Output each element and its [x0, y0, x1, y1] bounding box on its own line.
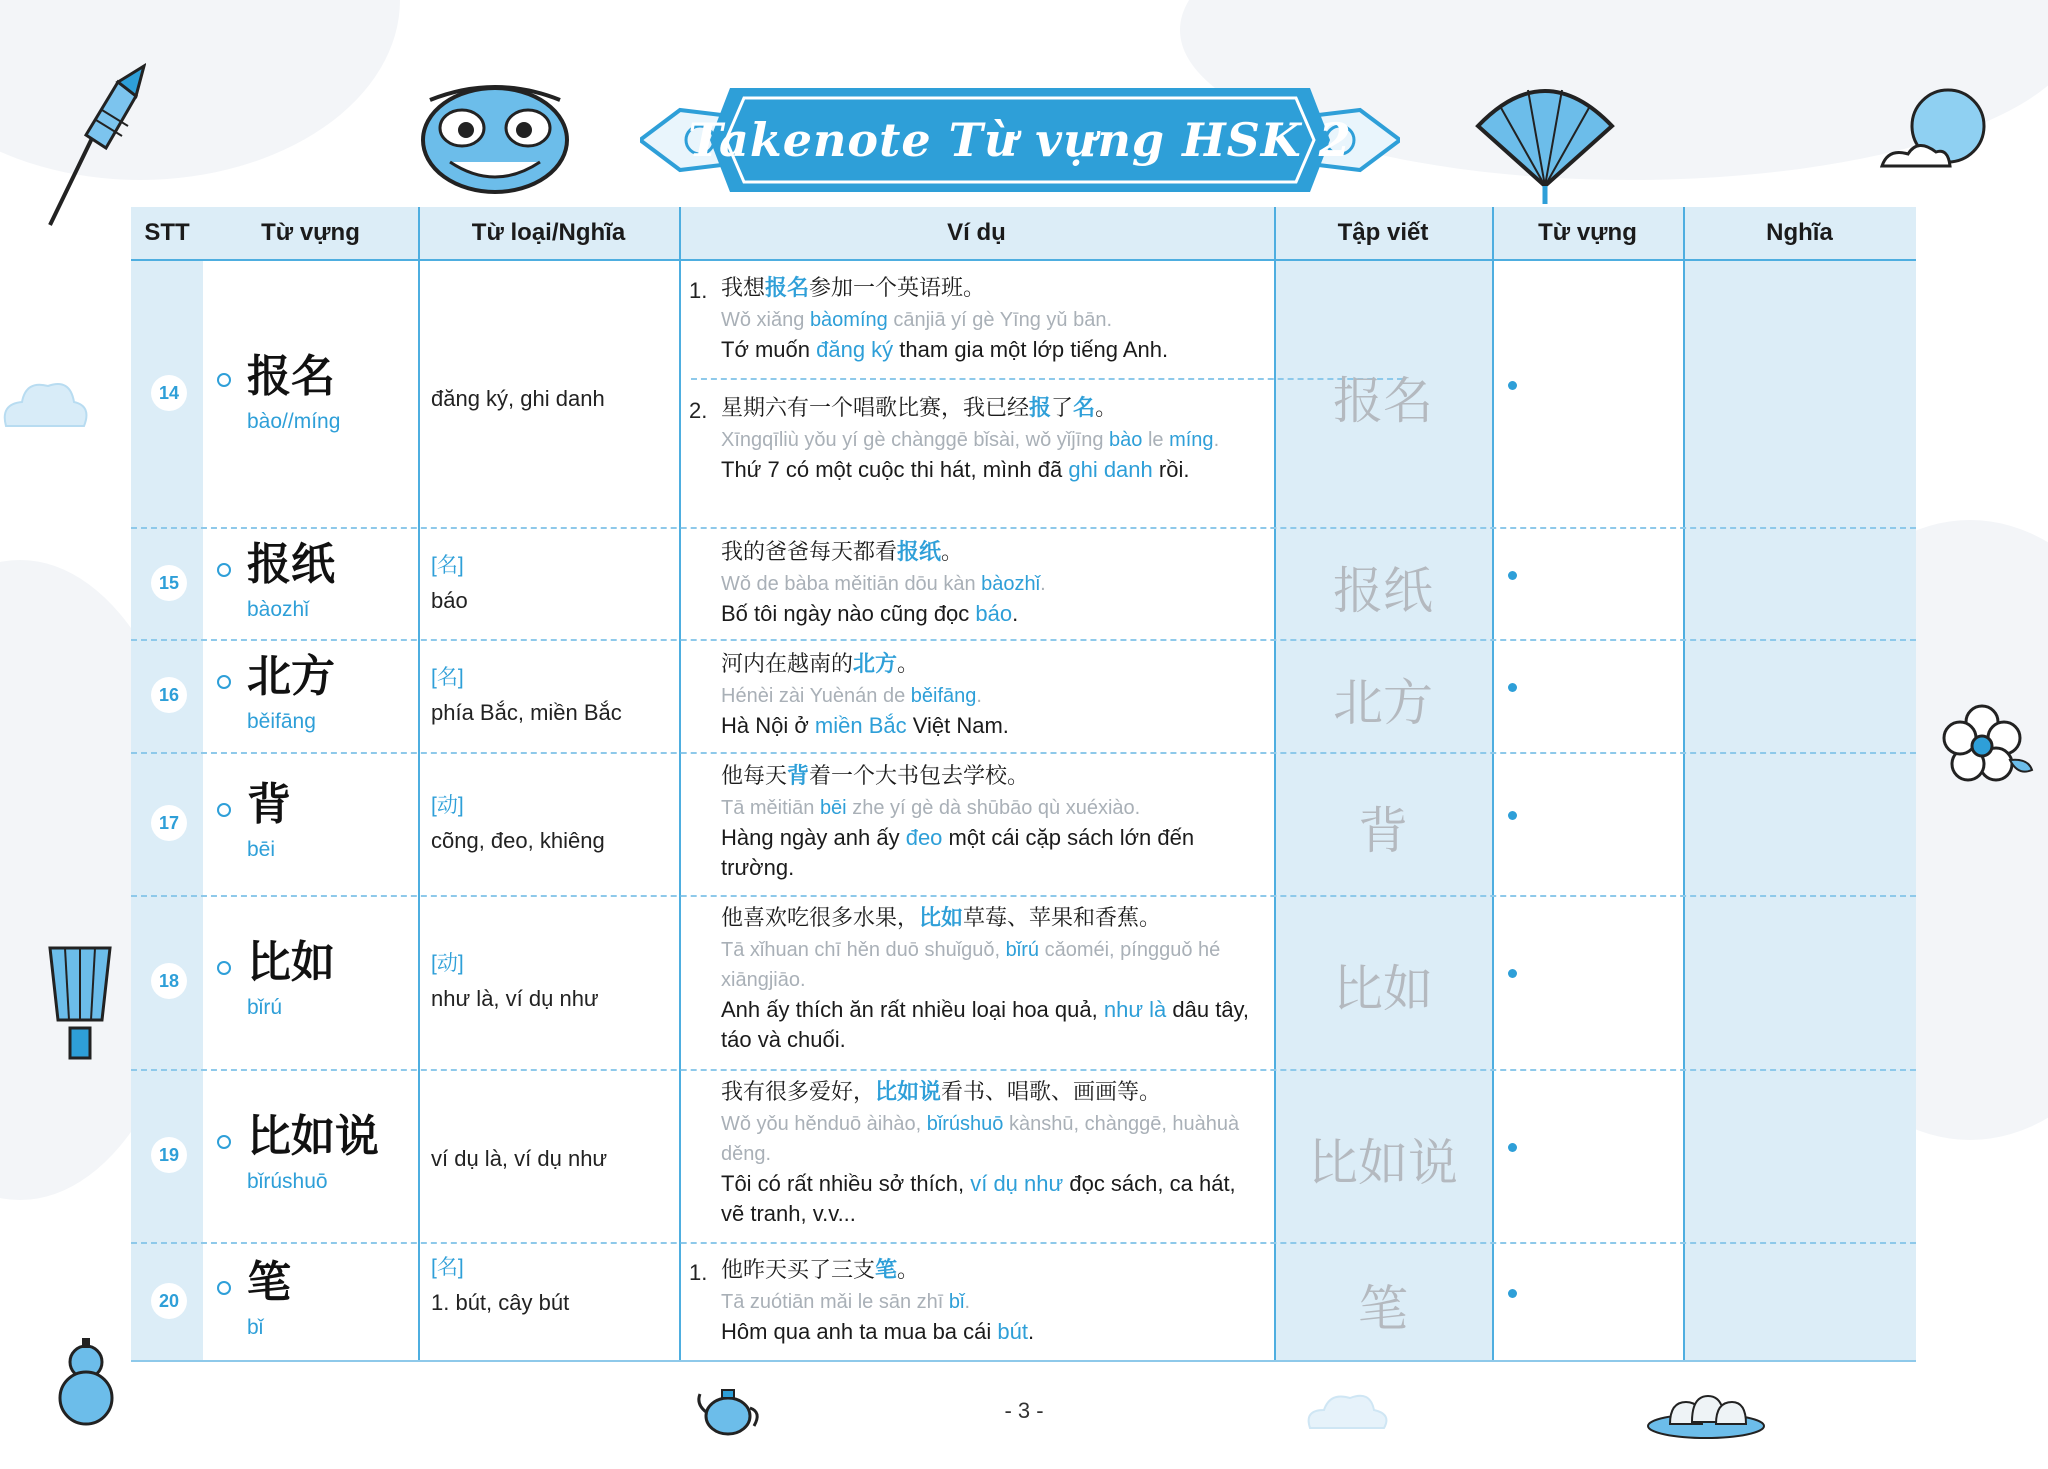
vocab-word: 报纸 — [247, 539, 335, 590]
example-block — [721, 903, 1261, 1055]
header-practice: Tập viết — [1337, 219, 1429, 246]
column-divider — [1683, 207, 1685, 1361]
example-block — [721, 273, 1401, 365]
example-pinyin: Wǒ xiǎng bàomíng cānjiā yí gè Yīng yǔ bān. — [721, 309, 1113, 331]
example-pinyin: Hénèi zài Yuènán de běifāng. — [721, 685, 982, 707]
bullet-dot-icon — [1508, 381, 1517, 390]
example-block — [721, 1077, 1261, 1229]
bullet-icon — [217, 675, 231, 689]
example-chinese: 河内在越南的北方。 — [721, 652, 920, 677]
header-example: Ví dụ — [947, 219, 1006, 246]
example-number: 1. — [689, 1260, 708, 1285]
flower-icon — [1938, 700, 2034, 790]
row-divider — [131, 1069, 1916, 1071]
table-bottom — [131, 1360, 1916, 1362]
row-number: 15 — [151, 565, 187, 601]
bullet-icon — [217, 803, 231, 817]
row-number: 20 — [151, 1283, 187, 1319]
row-number: 19 — [151, 1137, 187, 1173]
bullet-dot-icon — [1508, 811, 1517, 820]
bullet-icon — [217, 961, 231, 975]
practice-trace-text: 报纸 — [1333, 562, 1433, 620]
example-pinyin: Tā měitiān bēi zhe yí gè dà shūbāo qù xuéxiào. — [721, 797, 1141, 819]
example-vietnamese: Anh ấy thích ăn rất nhiều loại hoa quả, như là dâu tây, táo và chuối. — [721, 997, 1250, 1052]
example-pinyin: Tā zuótiān mǎi le sān zhī bǐ. — [721, 1291, 971, 1313]
vocab-pinyin: bǐ — [247, 1316, 264, 1339]
practice-trace-text: 比如 — [1333, 960, 1433, 1018]
example-vietnamese: Hà Nội ở miền Bắc Việt Nam. — [721, 713, 1009, 738]
vocab-pinyin: bào//míng — [247, 410, 341, 433]
column-divider — [1492, 207, 1494, 1361]
header-vocabulary-2: Từ vựng — [1538, 219, 1637, 246]
practice-trace-text: 笔 — [1358, 1280, 1408, 1338]
row-number: 18 — [151, 963, 187, 999]
example-pinyin: Xīngqīliù yǒu yí gè chànggē bǐsài, wǒ yǐjīng bào le míng. — [721, 429, 1220, 451]
example-pinyin: Wǒ de bàba měitiān dōu kàn bàozhǐ. — [721, 573, 1046, 595]
bullet-dot-icon — [1508, 571, 1517, 580]
cloud-icon — [0, 370, 90, 440]
example-chinese: 我的爸爸每天都看报纸。 — [721, 540, 964, 565]
page-title: Takenote Từ vựng HSK 2 — [688, 113, 1352, 167]
column-divider — [679, 207, 681, 1361]
example-chinese: 星期六有一个唱歌比赛，我已经报了名。 — [721, 396, 1118, 421]
row-divider — [131, 1242, 1916, 1244]
lion-dance-head-icon — [410, 80, 580, 200]
example-vietnamese: Tớ muốn đăng ký tham gia một lớp tiếng Anh. — [721, 337, 1169, 362]
vocab-word: 报名 — [247, 351, 335, 402]
example-pinyin: Tā xǐhuan chī hěn duō shuǐguǒ, bǐrú cǎoméi, píngguǒ hé xiāngjiāo. — [721, 939, 1221, 991]
row-number: 14 — [151, 375, 187, 411]
bullet-icon — [217, 1135, 231, 1149]
vocab-meaning: phía Bắc, miền Bắc — [431, 700, 622, 725]
vocab-pinyin: bàozhǐ — [247, 598, 309, 621]
vocab-word: 比如 — [247, 937, 335, 988]
example-chinese: 我想报名参加一个英语班。 — [721, 276, 986, 301]
vocab-meaning: ví dụ là, ví dụ như — [431, 1146, 608, 1171]
meaning-column — [1683, 207, 1916, 1361]
example-vietnamese: Hàng ngày anh ấy đeo một cái cặp sách lớn đến trường. — [721, 825, 1195, 880]
vocab-meaning: báo — [431, 588, 468, 613]
word-type: [动] — [431, 952, 464, 975]
header-meaning: Nghĩa — [1766, 219, 1833, 246]
example-block — [721, 761, 1261, 883]
row-number: 16 — [151, 677, 187, 713]
example-vietnamese: Hôm qua anh ta mua ba cái bút. — [721, 1319, 1035, 1344]
gourd-icon — [54, 1334, 118, 1428]
firework-rocket-icon — [36, 60, 146, 230]
cloud-icon — [1304, 1386, 1390, 1436]
vocab-pinyin: bǐrú — [247, 996, 283, 1019]
example-chinese: 他每天背着一个大书包去学校。 — [721, 764, 1030, 789]
example-vietnamese: Bố tôi ngày nào cũng đọc báo. — [721, 601, 1019, 626]
example-pinyin: Wǒ yǒu hěnduō àihào, bǐrúshuō kànshū, chànggē, huàhuà děng. — [721, 1113, 1240, 1165]
vocab-meaning: đăng ký, ghi danh — [431, 386, 605, 411]
word-type: [名] — [431, 666, 464, 689]
word-type: [名] — [431, 554, 464, 577]
word-type: [动] — [431, 794, 464, 817]
example-number: 1. — [689, 278, 708, 303]
vocab-word: 笔 — [247, 1257, 291, 1308]
example-chinese: 我有很多爱好，比如说看书、唱歌、画画等。 — [721, 1080, 1162, 1105]
row-divider — [131, 752, 1916, 754]
dumplings-plate-icon — [1646, 1386, 1766, 1440]
practice-trace-text: 北方 — [1333, 674, 1433, 732]
bullet-dot-icon — [1508, 969, 1517, 978]
header-vocabulary: Từ vựng — [261, 219, 360, 246]
example-vietnamese: Thứ 7 có một cuộc thi hát, mình đã ghi danh rồi. — [721, 457, 1190, 482]
bullet-icon — [217, 373, 231, 387]
practice-trace-text: 报名 — [1333, 372, 1433, 430]
row-divider — [131, 895, 1916, 897]
vocab-meaning: cõng, đeo, khiêng — [431, 828, 605, 853]
vocab-pinyin: bēi — [247, 838, 276, 861]
word-type: [名] — [431, 1256, 464, 1279]
row-divider — [131, 639, 1916, 641]
bullet-icon — [217, 563, 231, 577]
bullet-dot-icon — [1508, 683, 1517, 692]
paper-lantern-icon — [42, 940, 118, 1070]
title-banner — [640, 86, 1400, 194]
example-chinese: 他昨天买了三支笔。 — [721, 1258, 920, 1283]
teapot-icon — [696, 1378, 762, 1442]
vocab-pinyin: běifāng — [247, 710, 316, 733]
example-number: 2. — [689, 398, 708, 423]
page-number: - 3 - — [1004, 1398, 1044, 1423]
bullet-dot-icon — [1508, 1289, 1517, 1298]
column-divider — [418, 207, 420, 1361]
header-divider — [131, 259, 1916, 261]
example-chinese: 他喜欢吃很多水果，比如草莓、苹果和香蕉。 — [721, 906, 1162, 931]
vocab-word: 背 — [247, 779, 291, 830]
row-number: 17 — [151, 805, 187, 841]
practice-trace-text: 比如说 — [1308, 1134, 1458, 1192]
bullet-icon — [217, 1281, 231, 1295]
vocab-word: 北方 — [247, 651, 335, 702]
hand-fan-icon — [1470, 76, 1620, 206]
vocab-word: 比如说 — [247, 1111, 379, 1162]
vocab-meaning: 1. bút, cây bút — [431, 1290, 570, 1315]
header-word-type: Từ loại/Nghĩa — [471, 219, 626, 246]
moon-cloud-icon — [1878, 86, 1998, 176]
practice-trace-text: 背 — [1358, 802, 1408, 860]
vocab-meaning: như là, ví dụ như — [431, 986, 599, 1011]
header-stt: STT — [144, 219, 190, 246]
vocab-pinyin: bǐrúshuō — [247, 1170, 328, 1193]
example-vietnamese: Tôi có rất nhiều sở thích, ví dụ như đọc sách, ca hát, vẽ tranh, v.v... — [721, 1171, 1236, 1226]
bullet-dot-icon — [1508, 1143, 1517, 1152]
row-divider — [131, 527, 1916, 529]
